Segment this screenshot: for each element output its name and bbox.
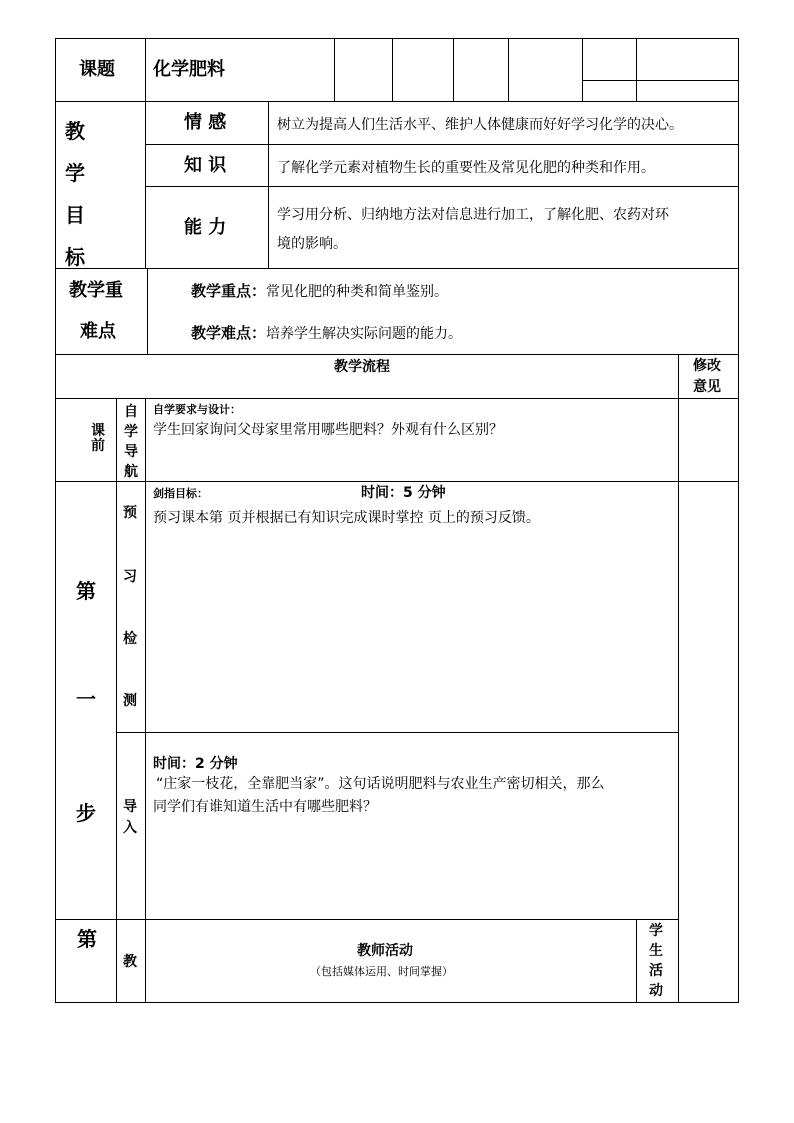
emotion-text: 树立为提高人们生活水平、维护人体健康而好好学习化学的决心。 (277, 117, 683, 133)
step1-stage-char-2: 一 (76, 687, 96, 711)
teacher-activity-sub: （包括媒体运用、时间掌握） (310, 965, 453, 978)
ability-text-line2: 境的影响。 (277, 236, 347, 252)
preclass-req-text: 学生回家询问父母家里常用哪些肥料？外观有什么区别？ (153, 422, 503, 438)
subject-label: 课题 (79, 59, 115, 80)
keypoints-label-line2: 难点 (80, 321, 116, 342)
preview-char-4: 测 (123, 693, 137, 709)
revision-label-line1: 修改 (693, 358, 721, 374)
difficulty-row: 教学难点：培养学生解决实际问题的能力。 (191, 324, 463, 342)
step1-stage-char-1: 第 (76, 579, 96, 603)
student-activity-label: 学 生 活 动 (649, 923, 663, 999)
intro-text-line1: “庄家一枝花，全靠肥当家”。这句话说明肥料与农业生产密切相关，那么 (156, 776, 605, 792)
flow-title: 教学流程 (334, 359, 390, 375)
knowledge-text: 了解化学元素对植物生长的重要性及常见化肥的种类和作用。 (277, 160, 655, 176)
intro-text-line2: 同学们有谁知道生活中有哪些肥料？ (153, 799, 377, 815)
subject-value: 化学肥料 (153, 59, 225, 80)
emotion-label: 情 感 (184, 112, 227, 133)
focus-row: 教学重点：常见化肥的种类和简单鉴别。 (191, 282, 449, 300)
ability-label: 能 力 (184, 217, 227, 238)
revision-label-line2: 意见 (693, 379, 721, 395)
step1-stage-char-3: 步 (76, 801, 96, 825)
preclass-stage-label: 课 前 (91, 423, 105, 454)
objectives-label: 教 学 目 标 (65, 119, 85, 269)
preview-text: 预习课本第 页并根据已有知识完成课时掌控 页上的预习反馈。 (153, 510, 540, 526)
step2-stage-char: 第 (77, 927, 97, 951)
preview-char-1: 预 (123, 505, 137, 521)
teacher-activity-title: 教师活动 (357, 943, 413, 959)
knowledge-label: 知 识 (184, 155, 227, 176)
ability-text-line1: 学习用分析、归纳地方法对信息进行加工，了解化肥、农药对环 (277, 207, 669, 223)
preclass-sub-label: 自 学 导 航 (124, 404, 138, 480)
preclass-req-label: 自学要求与设计： (153, 403, 241, 416)
preview-char-2: 习 (123, 569, 137, 585)
intro-label: 导 入 (123, 799, 137, 836)
keypoints-label-line1: 教学重 (69, 280, 123, 301)
preview-time: 时间：5 分钟 (361, 485, 446, 501)
goal-label: 剑指目标： (153, 487, 208, 500)
intro-time: 时间：2 分钟 (153, 756, 238, 772)
step2-sub-char: 教 (123, 954, 137, 970)
preview-char-3: 检 (123, 631, 137, 647)
